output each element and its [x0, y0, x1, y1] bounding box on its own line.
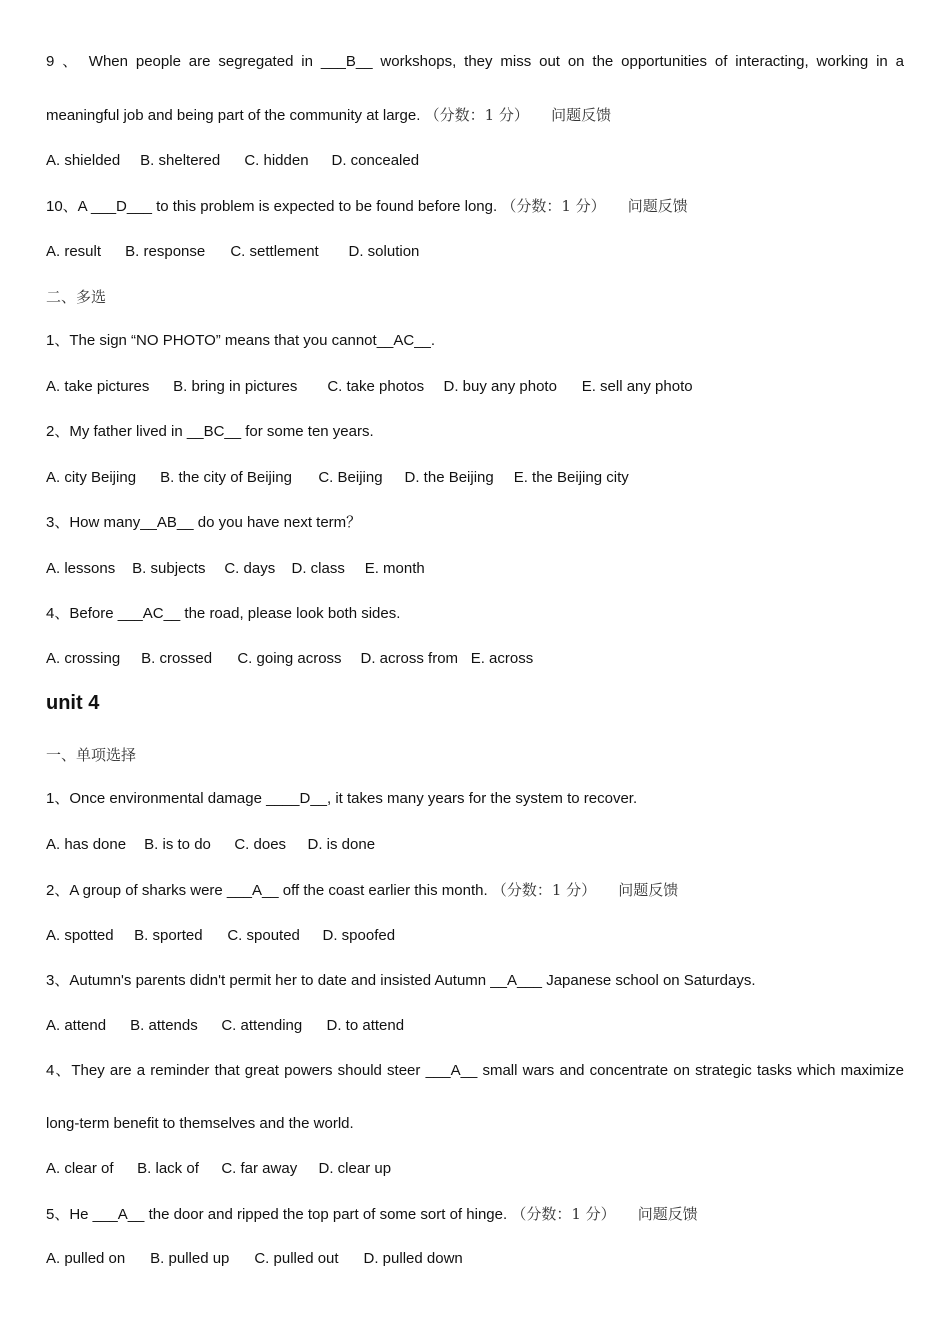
option-m3b: B. subjects [132, 560, 206, 577]
question-10-options [46, 242, 419, 262]
option-u3b: B. attends [130, 1017, 198, 1034]
question-9-text-line1: 9 、 When people are segregated in ___B__ workshops, they miss out on the opportunities of interacting, working in a [46, 53, 904, 70]
question-10-text [46, 196, 688, 217]
multi-question-3-text: 3、How many__AB__ do you have next term？ [46, 514, 362, 531]
question-9-options [46, 151, 419, 171]
unit4-question-2-score: （分数：1 分） [491, 881, 597, 899]
option-m2a: A. city Beijing [46, 469, 137, 486]
option-u4c: C. far away [221, 1160, 298, 1177]
unit4-question-5-options [46, 1249, 463, 1269]
option-u1d: D. is done [307, 836, 376, 853]
unit4-question-3-options [46, 1016, 404, 1036]
question-10-feedback-link[interactable]: 问题反馈 [627, 197, 688, 215]
option-m1d: D. buy any photo [443, 378, 557, 395]
option-m3c: C. days [224, 560, 276, 577]
option-u2d: D. spoofed [322, 927, 396, 944]
multi-question-2-options [46, 468, 629, 488]
question-10-stem: 10、A ___D___ to this problem is expected to be found before long. [46, 198, 498, 215]
option-m3e: E. month [364, 560, 425, 577]
option-u5a: A. pulled on [46, 1250, 126, 1267]
option-m2c: C. Beijing [318, 469, 383, 486]
unit4-question-4-options [46, 1159, 391, 1179]
option-u1c: C. does [234, 836, 287, 853]
multi-question-2-text: 2、My father lived in __BC__ for some ten years. [46, 423, 374, 440]
option-u2c: C. spouted [227, 927, 300, 944]
question-9-text-line2 [46, 105, 611, 126]
section-multi-choice-heading: 二、多选 [46, 288, 107, 306]
unit4-question-5-score: （分数：1 分） [511, 1205, 616, 1223]
unit4-question-1-text: 1、Once environmental damage ____D__, it takes many years for the system to recover. [46, 790, 638, 807]
question-9-stem-end: meaningful job and being part of the community at large. [46, 107, 421, 124]
unit4-question-4-text-line2: long-term benefit to themselves and the world. [46, 1115, 354, 1132]
unit4-question-5-text [46, 1204, 698, 1225]
option-m1e: E. sell any photo [581, 378, 693, 395]
option-u2a: A. spotted [46, 927, 114, 944]
unit4-question-2-text [46, 880, 678, 901]
option-u3c: C. attending [221, 1017, 303, 1034]
unit-heading: unit 4 [46, 692, 100, 714]
option-m4b: B. crossed [141, 650, 213, 667]
unit4-question-2-stem: 2、A group of sharks were ___A__ off the coast earlier this month. [46, 882, 488, 899]
option-m3a: A. lessons [46, 560, 116, 577]
unit4-question-4-text-line1: 4、They are a reminder that great powers should steer ___A__ small wars and concentrate on strategic tasks which maximize [46, 1062, 904, 1079]
option-u3d: D. to attend [326, 1017, 405, 1034]
question-9-feedback-link[interactable]: 问题反馈 [551, 106, 612, 124]
option-m1c: C. take photos [327, 378, 425, 395]
option-u5d: D. pulled down [363, 1250, 463, 1267]
unit4-question-5-stem: 5、He ___A__ the door and ripped the top part of some sort of hinge. [46, 1206, 508, 1223]
unit4-question-5-feedback-link[interactable]: 问题反馈 [637, 1205, 698, 1223]
option-u1b: B. is to do [144, 836, 211, 853]
multi-question-1-text: 1、The sign “NO PHOTO” means that you cannot__AC__. [46, 332, 436, 349]
option-m2e: E. the Beijing city [513, 469, 629, 486]
multi-question-4-text: 4、Before ___AC__ the road, please look both sides. [46, 605, 401, 622]
unit4-question-1-options [46, 835, 375, 855]
option-m4d: D. across from [360, 650, 459, 667]
option-u3a: A. attend [46, 1017, 107, 1034]
option-m1b: B. bring in pictures [173, 378, 298, 395]
option-9a: A. shielded [46, 152, 121, 169]
option-10a: A. result [46, 243, 102, 260]
option-9b: B. sheltered [140, 152, 221, 169]
multi-question-1-options [46, 377, 693, 397]
option-10d: D. solution [348, 243, 420, 260]
question-9-score: （分数：1 分） [424, 106, 529, 124]
option-m3d: D. class [291, 560, 345, 577]
option-u5c: C. pulled out [254, 1250, 339, 1267]
option-10c: C. settlement [230, 243, 319, 260]
question-10-score: （分数：1 分） [501, 197, 606, 215]
option-9d: D. concealed [331, 152, 420, 169]
option-u4b: B. lack of [137, 1160, 199, 1177]
unit4-question-3-text: 3、Autumn's parents didn't permit her to date and insisted Autumn __A___ Japanese school on Saturdays. [46, 972, 756, 989]
option-u4a: A. clear of [46, 1160, 114, 1177]
option-10b: B. response [125, 243, 206, 260]
option-m1a: A. take pictures [46, 378, 150, 395]
section-single-choice-heading: 一、单项选择 [46, 746, 137, 764]
multi-question-3-options [46, 559, 425, 579]
option-m2d: D. the Beijing [404, 469, 494, 486]
option-m4e: E. across [470, 650, 534, 667]
option-m2b: B. the city of Beijing [160, 469, 292, 486]
option-m4a: A. crossing [46, 650, 121, 667]
unit4-question-2-options [46, 926, 395, 946]
option-u5b: B. pulled up [150, 1250, 230, 1267]
unit4-question-2-feedback-link[interactable]: 问题反馈 [618, 881, 679, 899]
multi-question-4-options [46, 649, 533, 669]
option-u4d: D. clear up [318, 1160, 392, 1177]
option-u1a: A. has done [46, 836, 127, 853]
option-m4c: C. going across [237, 650, 342, 667]
option-u2b: B. sported [134, 927, 203, 944]
option-9c: C. hidden [244, 152, 309, 169]
